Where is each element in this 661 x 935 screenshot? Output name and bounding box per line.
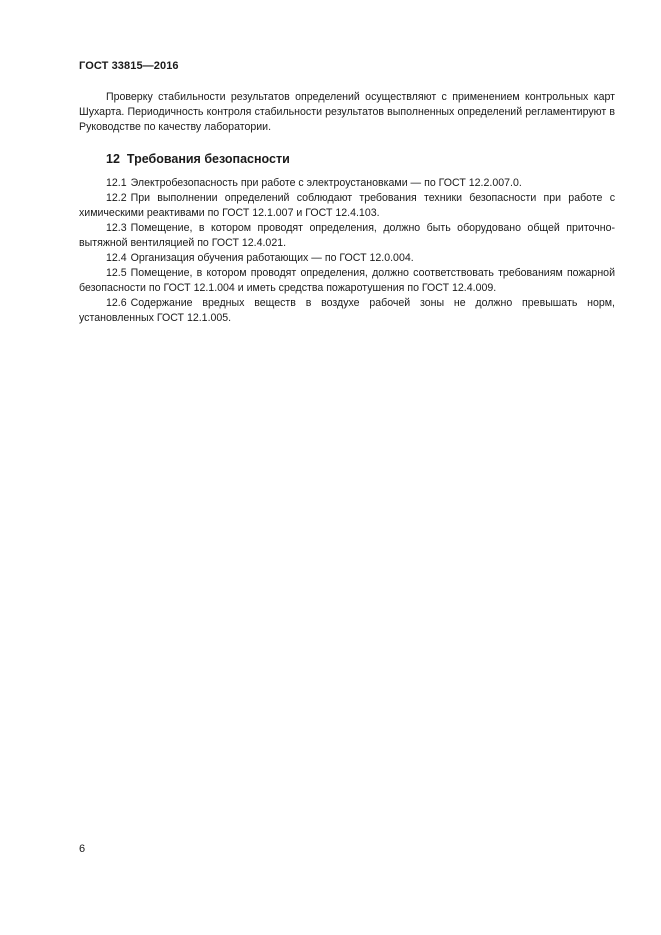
- clause-text: Помещение, в котором проводят определения, должно соответствовать требованиям пожарной безопасности по ГОСТ 12.1.004 и иметь средства пожаротушения по ГОСТ 12.4.009.: [79, 267, 615, 294]
- clause-number: 12.5: [106, 267, 127, 279]
- clause-12-4: [79, 251, 615, 266]
- clause-text: При выполнении определений соблюдают требования техники безопасности при работе с химическими реактивами по ГОСТ 12.1.007 и ГОСТ 12.4.103.: [79, 192, 615, 219]
- page-number: 6: [79, 843, 86, 855]
- clause-number: 12.4: [106, 252, 127, 264]
- clause-text: Содержание вредных веществ в воздухе рабочей зоны не должно превышать норм, установленных ГОСТ 12.1.005.: [79, 297, 615, 324]
- document-code-header: ГОСТ 33815—2016: [79, 60, 179, 72]
- section-number: 12: [106, 152, 120, 166]
- clause-text: Помещение, в котором проводят определения, должно быть оборудовано общей приточно-вытяжной вентиляцией по ГОСТ 12.4.021.: [79, 222, 615, 249]
- section-heading: [79, 151, 615, 167]
- intro-paragraph: Проверку стабильности результатов определений осуществляют с применением контрольных карт Шухарта. Периодичность контроля стабильности результатов выполненных определений регламентируют в Руководстве по качеству лаборатории.: [79, 91, 615, 133]
- clause-12-2: [79, 191, 615, 221]
- clause-12-3: [79, 221, 615, 251]
- clause-12-1: [79, 176, 615, 191]
- clause-number: 12.3: [106, 222, 127, 234]
- clause-text: Электробезопасность при работе с электроустановками — по ГОСТ 12.2.007.0.: [130, 177, 522, 189]
- clause-number: 12.1: [106, 177, 127, 189]
- clause-number: 12.2: [106, 192, 127, 204]
- document-body: [79, 90, 615, 326]
- section-title-text: Требования безопасности: [126, 152, 290, 166]
- clause-12-5: [79, 266, 615, 296]
- clause-text: Организация обучения работающих — по ГОСТ 12.0.004.: [130, 252, 414, 264]
- clause-number: 12.6: [106, 297, 127, 309]
- clause-12-6: [79, 296, 615, 326]
